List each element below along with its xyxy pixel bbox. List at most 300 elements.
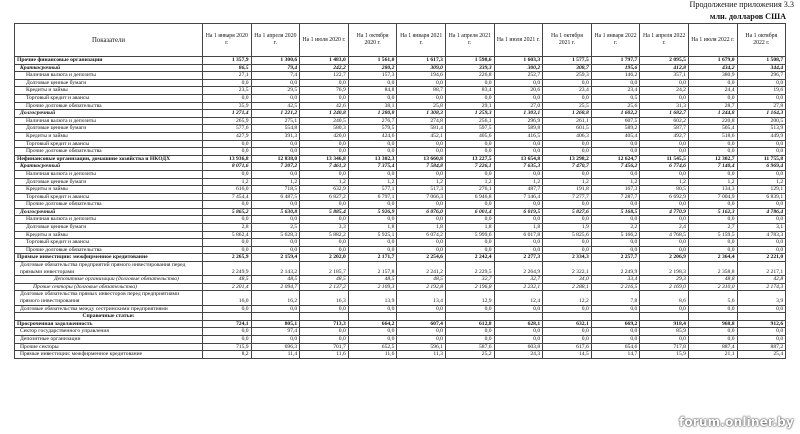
table-cell: 0,0	[397, 201, 446, 209]
table-cell: 1 602,2	[591, 110, 640, 118]
table-cell: 7 146,4	[494, 193, 543, 201]
table-cell: 28,7	[688, 102, 737, 110]
table-cell: 1 598,6	[445, 57, 494, 65]
table-cell: 0,0	[348, 335, 397, 343]
table-cell: 5 630,8	[251, 208, 300, 216]
table-cell: 48,5	[251, 276, 300, 284]
table-row	[15, 208, 786, 216]
table-cell: 6 969,4	[737, 163, 786, 171]
table-cell: 2 249,9	[203, 262, 252, 276]
table-cell	[445, 313, 494, 321]
table-cell: 226,8	[445, 72, 494, 80]
table-cell: 589,2	[591, 125, 640, 133]
table-cell: 2 196,8	[445, 283, 494, 291]
table-cell: 0,0	[300, 216, 349, 224]
table-cell: 6 017,8	[494, 231, 543, 239]
table-cell: 5 865,2	[203, 208, 252, 216]
table-cell: 0,0	[494, 140, 543, 148]
table-cell: 0,0	[348, 305, 397, 313]
table-cell: 0,0	[591, 79, 640, 87]
table-cell: 2 217,1	[737, 262, 786, 276]
table-cell: 1,2	[494, 178, 543, 186]
table-cell: 912,6	[737, 320, 786, 328]
table-cell: 434,2	[688, 64, 737, 72]
table-cell: 1 303,1	[494, 110, 543, 118]
table-cell: 664,2	[348, 320, 397, 328]
units-label: млн. долларов США	[709, 12, 786, 21]
table-cell: 0,0	[445, 328, 494, 336]
table-cell: 601,5	[543, 125, 592, 133]
table-cell: 0,0	[688, 201, 737, 209]
table-cell: 420,0	[300, 132, 349, 140]
table-cell: 191,8	[543, 186, 592, 194]
table-cell	[348, 313, 397, 321]
table-cell: 452,1	[397, 132, 446, 140]
table-cell: 2 169,0	[640, 283, 689, 291]
table-cell: 6 946,8	[445, 193, 494, 201]
table-cell: 13 936,8	[203, 155, 252, 163]
table-cell: 16,3	[300, 291, 349, 305]
table-cell: 0,0	[203, 94, 252, 102]
table-cell: 24,3	[494, 351, 543, 359]
table-cell: 0,0	[737, 216, 786, 224]
table-cell: 887,2	[737, 343, 786, 351]
table-row	[15, 305, 786, 313]
table-cell: 34,0	[543, 276, 592, 284]
table-cell: 0,0	[737, 246, 786, 254]
table-cell: 8,6	[640, 291, 689, 305]
table-cell: 48,5	[300, 276, 349, 284]
table-cell: 587,7	[640, 125, 689, 133]
table-cell: 1 221,2	[251, 110, 300, 118]
table-row	[15, 313, 786, 321]
table-cell: 7 375,4	[348, 163, 397, 171]
table-cell: 0,0	[640, 216, 689, 224]
table-cell: 0,0	[688, 148, 737, 156]
table-cell: 11 755,8	[737, 155, 786, 163]
table-cell: 6 074,2	[397, 231, 446, 239]
row-label: Кредиты и займы	[15, 87, 203, 95]
table-cell: 2,8	[203, 224, 252, 232]
table-cell: 0,0	[640, 94, 689, 102]
table-cell: 13,9	[348, 291, 397, 305]
table-cell: 3,1	[737, 224, 786, 232]
table-cell: 1,2	[300, 178, 349, 186]
table-cell: 0,0	[300, 140, 349, 148]
table-cell: 0,0	[640, 148, 689, 156]
table-cell: 1 164,3	[737, 110, 786, 118]
table-cell: 4 786,4	[737, 208, 786, 216]
table-row	[15, 72, 786, 80]
table-cell: 1,2	[203, 178, 252, 186]
table-cell: 12 624,7	[591, 155, 640, 163]
table-cell: 29,5	[251, 87, 300, 95]
table-cell: 259,3	[543, 72, 592, 80]
table-cell: 616,0	[203, 186, 252, 194]
table-cell: 2 288,1	[543, 283, 592, 291]
table-cell: 5 628,3	[251, 231, 300, 239]
row-label: Долговые обязательства предприятий прямого инвестирования перед прямыми инвесторами	[15, 262, 203, 276]
table-cell: 261,1	[543, 117, 592, 125]
table-cell: 13 660,8	[397, 155, 446, 163]
table-cell: 0,0	[543, 328, 592, 336]
table-cell: 200,5	[737, 117, 786, 125]
table-row	[15, 291, 786, 305]
table-cell: 88,7	[397, 87, 446, 95]
table-cell: 48,5	[203, 276, 252, 284]
column-header-date: На 1 января 2021 г.	[397, 24, 446, 57]
table-cell: 2 094,7	[251, 283, 300, 291]
row-label: Долговые ценные бумаги	[15, 178, 203, 186]
table-cell: 2,5	[251, 224, 300, 232]
table-cell: 1 271,4	[203, 110, 252, 118]
table-cell: 0,0	[348, 246, 397, 254]
table-cell: 805,1	[251, 320, 300, 328]
table-cell: 0,0	[397, 148, 446, 156]
table-cell: 6 797,1	[348, 193, 397, 201]
table-cell: 42,8	[737, 276, 786, 284]
table-cell: 715,9	[203, 343, 252, 351]
table-cell: 0,0	[445, 201, 494, 209]
table-cell: 242,2	[300, 64, 349, 72]
table-cell: 14,7	[591, 351, 640, 359]
table-cell: 129,1	[737, 186, 786, 194]
table-cell: 4 770,9	[640, 208, 689, 216]
table-cell: 0,0	[640, 305, 689, 313]
column-header-date: На 1 июля 2021 г.	[494, 24, 543, 57]
table-cell: 25,2	[445, 351, 494, 359]
table-cell: 0,0	[688, 239, 737, 247]
table-cell: 581,4	[397, 125, 446, 133]
table-cell: 13 654,8	[494, 155, 543, 163]
table-row	[15, 140, 786, 148]
table-cell: 652,5	[348, 343, 397, 351]
table-cell: 2 242,4	[445, 254, 494, 262]
row-label: Долгосрочный	[15, 110, 203, 118]
table-cell: 0,0	[543, 305, 592, 313]
table-row	[15, 170, 786, 178]
table-cell: 1 244,8	[688, 110, 737, 118]
table-cell: 628,1	[494, 320, 543, 328]
table-cell: 2 192,8	[397, 283, 446, 291]
table-row	[15, 79, 786, 87]
table-cell: 2 358,8	[688, 262, 737, 276]
table-cell: 0,0	[348, 216, 397, 224]
table-cell: 195,6	[591, 64, 640, 72]
table-row	[15, 335, 786, 343]
table-cell: 0,0	[494, 148, 543, 156]
table-cell: 713,3	[300, 320, 349, 328]
table-cell: 146,2	[591, 72, 640, 80]
table-cell: 597,5	[445, 125, 494, 133]
table-cell: 416,5	[494, 132, 543, 140]
table-cell: 517,3	[397, 186, 446, 194]
table-cell: 83,4	[445, 87, 494, 95]
table-cell: 2 206,9	[640, 254, 689, 262]
table-cell: 344,4	[737, 64, 786, 72]
table-cell	[251, 313, 300, 321]
table-cell: 25,4	[737, 351, 786, 359]
table-cell: 0,0	[688, 216, 737, 224]
table-cell: 0,0	[591, 140, 640, 148]
table-cell: 12,2	[543, 291, 592, 305]
table-cell: 487,7	[494, 186, 543, 194]
table-cell: 2 216,5	[591, 283, 640, 291]
table-cell: 0,0	[445, 94, 494, 102]
table-cell: 724,1	[203, 320, 252, 328]
table-cell: 27,8	[737, 102, 786, 110]
table-cell: 97,4	[251, 328, 300, 336]
table-cell: 612,8	[445, 320, 494, 328]
table-cell: 0,0	[251, 216, 300, 224]
table-cell: 0,0	[300, 79, 349, 87]
table-cell: 276,7	[348, 117, 397, 125]
row-label: Наличная валюта и депозиты	[15, 216, 203, 224]
table-cell: 280,2	[348, 64, 397, 72]
table-cell: 0,0	[494, 239, 543, 247]
table-cell: 5 162,3	[688, 208, 737, 216]
table-cell: 0,0	[591, 335, 640, 343]
table-cell: 6 487,5	[251, 193, 300, 201]
table-cell: 5 925,1	[348, 231, 397, 239]
table-cell	[203, 313, 252, 321]
table-cell: 2 265,9	[203, 254, 252, 262]
row-label: Прямые инвестиции: межфирменное кредитование	[15, 254, 203, 262]
row-label: Прямые инвестиции: межфирменное кредитование	[15, 351, 203, 359]
table-cell: 0,0	[348, 201, 397, 209]
table-cell: 424,6	[348, 132, 397, 140]
table-cell: 0,0	[640, 170, 689, 178]
row-label: Кредиты и займы	[15, 231, 203, 239]
table-cell: 518,6	[688, 132, 737, 140]
table-cell: 0,0	[494, 79, 543, 87]
header-note: Продолжение приложения 3.3	[689, 0, 794, 9]
table-cell: 632,1	[543, 320, 592, 328]
table-cell: 0,0	[397, 305, 446, 313]
table-cell: 25,6	[591, 102, 640, 110]
table-cell: 0,0	[591, 246, 640, 254]
table-cell: 27,1	[203, 72, 252, 80]
table-cell: 35,9	[203, 102, 252, 110]
table-cell: 0,0	[203, 239, 252, 247]
table-cell: 0,0	[543, 216, 592, 224]
table-cell: 2 174,3	[737, 283, 786, 291]
table-cell: 0,0	[591, 328, 640, 336]
row-label: Долговые ценные бумаги	[15, 125, 203, 133]
table-cell: 5 882,2	[300, 231, 349, 239]
table-cell: 0,0	[737, 201, 786, 209]
table-cell: 0,0	[251, 305, 300, 313]
table-cell: 265,9	[203, 117, 252, 125]
table-cell: 2 364,4	[688, 254, 737, 262]
table-cell: 1 603,3	[494, 57, 543, 65]
table-row	[15, 320, 786, 328]
table-cell: 7 470,7	[543, 163, 592, 171]
table-cell: 0,0	[397, 239, 446, 247]
table-cell: 6 019,5	[494, 208, 543, 216]
row-label: Долговые ценные бумаги	[15, 79, 203, 87]
table-row	[15, 224, 786, 232]
table-cell: 6 839,1	[737, 193, 786, 201]
table-cell: 24,4	[688, 87, 737, 95]
table-cell: 8 071,6	[203, 163, 252, 171]
table-cell: 1,8	[397, 224, 446, 232]
table-cell: 2 334,3	[543, 254, 592, 262]
table-cell: 0,0	[445, 148, 494, 156]
table-cell: 0,0	[640, 335, 689, 343]
table-cell: 1 682,7	[640, 110, 689, 118]
table-cell: 0,0	[737, 79, 786, 87]
table-cell: 0,0	[300, 305, 349, 313]
table-cell: 11,4	[251, 351, 300, 359]
table-cell: 449,9	[737, 132, 786, 140]
table-cell: 0,0	[688, 335, 737, 343]
table-cell: 2 241,2	[397, 262, 446, 276]
table-cell: 0,0	[203, 140, 252, 148]
table-cell: 0,0	[203, 201, 252, 209]
table-cell: 0,0	[688, 328, 737, 336]
table-cell: 669,2	[591, 320, 640, 328]
row-label: Наличная валюта и депозиты	[15, 170, 203, 178]
table-cell: 0,0	[543, 170, 592, 178]
table-cell: 0,0	[688, 305, 737, 313]
table-cell: 7,4	[251, 72, 300, 80]
table-cell: 0,0	[543, 94, 592, 102]
table-cell: 0,0	[494, 246, 543, 254]
table-cell: 587,6	[445, 343, 494, 351]
table-row	[15, 186, 786, 194]
table-cell: 0,0	[203, 170, 252, 178]
table-cell: 0,0	[737, 239, 786, 247]
table-cell: 406,3	[543, 132, 592, 140]
table-cell: 6 827,2	[300, 193, 349, 201]
table-cell: 602,2	[640, 117, 689, 125]
table-cell: 1,8	[494, 224, 543, 232]
table-cell: 0,0	[543, 246, 592, 254]
table-cell: 0,0	[300, 335, 349, 343]
table-cell: 0,0	[688, 94, 737, 102]
column-header-indicators: Показатели	[15, 24, 203, 57]
table-cell	[591, 313, 640, 321]
table-cell: 607,5	[591, 117, 640, 125]
table-cell: 0,0	[737, 170, 786, 178]
table-cell: 0,0	[494, 335, 543, 343]
table-cell: 4 768,5	[640, 231, 689, 239]
table-cell: 16,0	[203, 291, 252, 305]
table-cell: 80,5	[640, 186, 689, 194]
table-cell: 0,0	[397, 246, 446, 254]
table-cell: 48,5	[397, 276, 446, 284]
table-cell: 887,4	[688, 343, 737, 351]
table-cell: 274,8	[397, 117, 446, 125]
table-cell: 7 277,7	[543, 193, 592, 201]
table-row	[15, 117, 786, 125]
table-cell: 1,2	[251, 178, 300, 186]
table-cell: 2 109,3	[348, 283, 397, 291]
row-label: Торговый кредит и авансы	[15, 239, 203, 247]
table-cell: 0,0	[737, 328, 786, 336]
table-row	[15, 102, 786, 110]
table-cell: 0,0	[300, 201, 349, 209]
table-cell: 513,9	[737, 125, 786, 133]
table-cell: 1 259,3	[445, 110, 494, 118]
table-cell: 6 076,0	[397, 208, 446, 216]
table-cell: 23,4	[543, 87, 592, 95]
table-cell: 0,0	[251, 140, 300, 148]
table-cell: 220,8	[688, 117, 737, 125]
row-label: Прочие долговые обязательства	[15, 102, 203, 110]
table-cell: 24,2	[640, 87, 689, 95]
table-cell: 13,4	[397, 291, 446, 305]
table-cell	[543, 313, 592, 321]
table-body	[15, 57, 786, 359]
row-label: Прочие финансовые организации	[15, 57, 203, 65]
table-cell: 0,0	[251, 170, 300, 178]
table-row	[15, 94, 786, 102]
table-cell: 11,3	[397, 351, 446, 359]
table-cell: 1,2	[640, 178, 689, 186]
table-cell: 300,2	[494, 64, 543, 72]
table-cell: 0,0	[688, 246, 737, 254]
table-row	[15, 201, 786, 209]
table-cell: 2 159,4	[251, 254, 300, 262]
table-cell: 1,8	[445, 224, 494, 232]
table-cell: 7,8	[591, 291, 640, 305]
row-label: Кредиты и займы	[15, 186, 203, 194]
table-cell: 0,0	[445, 246, 494, 254]
table-cell: 13 227,5	[445, 155, 494, 163]
table-cell: 0,0	[640, 201, 689, 209]
table-cell: 0,0	[348, 140, 397, 148]
table-cell: 2 157,8	[348, 262, 397, 276]
table-cell	[300, 313, 349, 321]
row-label: Долгосрочный	[15, 208, 203, 216]
table-cell: 5 166,2	[591, 231, 640, 239]
table-cell: 0,0	[445, 335, 494, 343]
table-row	[15, 231, 786, 239]
row-label: Прочие секторы (долговые обязательства)	[15, 283, 203, 291]
table-cell: 339,3	[445, 64, 494, 72]
table-cell: 617,6	[543, 343, 592, 351]
table-cell: 19,6	[737, 87, 786, 95]
row-label: Справочные статьи:	[15, 313, 203, 321]
table-cell: 12,9	[445, 291, 494, 305]
table-cell: 0,0	[397, 328, 446, 336]
table-cell: 7 584,8	[397, 163, 446, 171]
column-header-date: На 1 января 2020 г.	[203, 24, 252, 57]
row-label: Наличная валюта и депозиты	[15, 72, 203, 80]
table-cell: 2,2	[591, 224, 640, 232]
table-cell: 21,1	[688, 351, 737, 359]
table-cell: 2 198,3	[640, 262, 689, 276]
row-label: Депозитные организации (долговые обязательства)	[15, 276, 203, 284]
table-cell: 603,8	[494, 343, 543, 351]
table-cell: 596,1	[397, 343, 446, 351]
table-cell: 3,9	[737, 291, 786, 305]
table-cell: 1,9	[543, 224, 592, 232]
table-cell: 84,8	[348, 87, 397, 95]
table-cell: 0,0	[494, 94, 543, 102]
row-label: Наличная валюта и депозиты	[15, 117, 203, 125]
table-cell: 1 797,7	[591, 57, 640, 65]
table-cell: 2,7	[688, 224, 737, 232]
column-header-date: На 1 июля 2020 г.	[300, 24, 349, 57]
table-cell: 0,0	[348, 170, 397, 178]
table-cell: 7 287,7	[591, 193, 640, 201]
table-cell: 0,0	[494, 328, 543, 336]
table-cell: 48,8	[688, 276, 737, 284]
table-row	[15, 64, 786, 72]
